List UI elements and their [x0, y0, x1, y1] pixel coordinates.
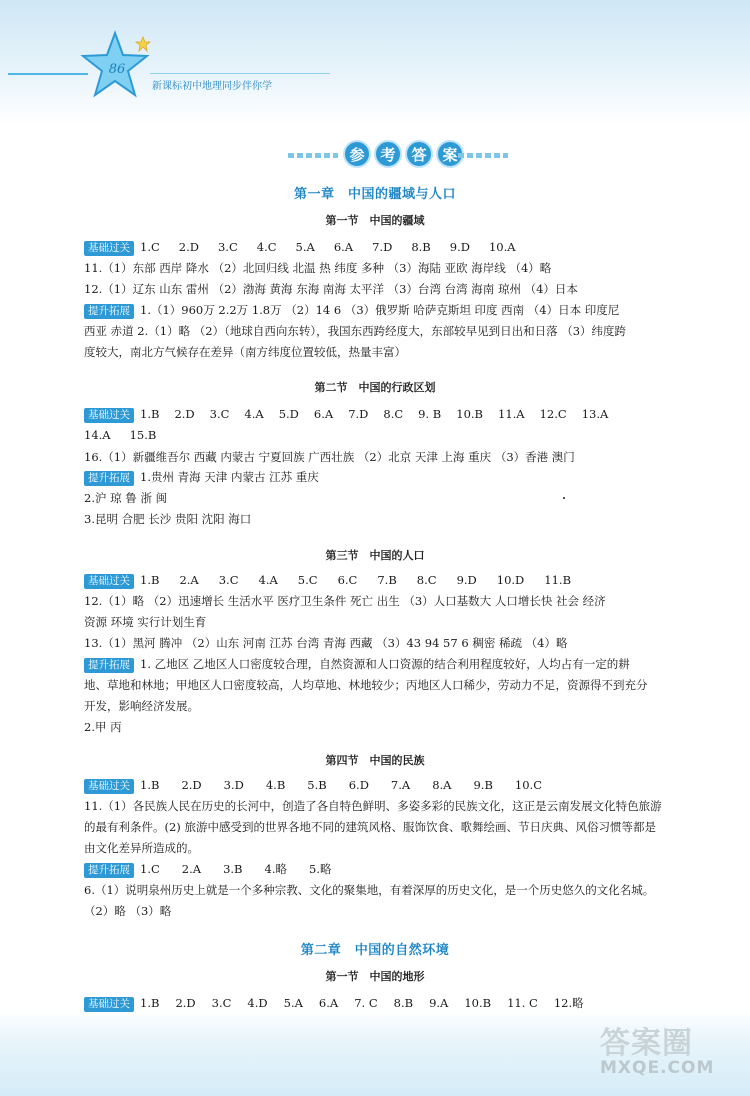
answer-line: 由文化差异所造成的。	[84, 841, 199, 855]
basic-tag: 基础过关	[84, 574, 134, 589]
answer-option: 10.B	[456, 407, 484, 421]
answer-option: 6.C	[337, 573, 358, 587]
watermark-url: MXQE.COM	[600, 1058, 715, 1078]
answer-option: 5.C	[297, 573, 318, 587]
answer-option: 6.A	[313, 407, 334, 421]
answer-option: 4.D	[247, 996, 268, 1010]
answer-option: 6.D	[348, 778, 369, 792]
answer-option: 7.D	[348, 407, 369, 421]
section-title: 第四节 中国的民族	[325, 754, 425, 767]
chapter-title: 第一章 中国的疆域与人口	[293, 187, 456, 202]
extension-tag: 提升拓展	[84, 304, 134, 319]
basic-answers-row	[84, 405, 714, 423]
answer-line: 12.（1）辽东 山东 雷州 （2）渤海 黄海 东海 南海 太平洋 （3）台湾 台湾 海南 琼州 （4）日本	[84, 282, 578, 296]
basic-answers-row	[84, 776, 714, 794]
basic-answers-row	[84, 426, 714, 444]
section-title: 第一节 中国的疆域	[325, 214, 425, 227]
basic-tag: 基础过关	[84, 779, 134, 794]
answer-option: 4.略	[264, 862, 287, 876]
answer-line: 12.（1）略 （2）迅速增长 生活水平 医疗卫生条件 死亡 出生 （3）人口基数大 人口增长快 社会 经济	[84, 594, 606, 608]
answer-option: 8.C	[383, 407, 404, 421]
answer-option: 8.C	[416, 573, 437, 587]
basic-answers-row	[84, 238, 714, 256]
answer-text: 1.贵州 青海 天津 内蒙古 江苏 重庆	[140, 470, 319, 484]
answer-option: 9. B	[418, 407, 442, 421]
answer-line: 度较大，南北方气候存在差异（南方纬度位置较低，热量丰富）	[84, 345, 406, 359]
answer-option: 5.略	[308, 862, 332, 876]
answer-option: 7.B	[377, 573, 397, 587]
extension-tag: 提升拓展	[84, 863, 134, 878]
extension-tag: 提升拓展	[84, 471, 134, 486]
answer-line: （2）略 （3）略	[84, 904, 172, 918]
answer-option: 10.C	[514, 778, 543, 792]
answer-option: 5.B	[307, 778, 327, 792]
watermark-logo	[600, 1018, 740, 1093]
extension-tag: 提升拓展	[84, 658, 134, 673]
answer-option: 14.A	[84, 428, 111, 442]
answer-line: 11.（1）东部 西岸 降水 （2）北回归线 北温 热 纬度 多种 （3）海陆 亚欧 海岸线 （4）略	[84, 261, 552, 275]
answer-option: 10.B	[464, 996, 492, 1010]
answer-option: 9.D	[449, 240, 470, 254]
answer-option: 8.B	[393, 996, 414, 1010]
answer-option: 2.D	[178, 240, 199, 254]
answer-option: 6.A	[333, 240, 354, 254]
answer-option: 7. C	[354, 996, 378, 1010]
section-title: 第一节 中国的地形	[325, 970, 425, 983]
answer-option: 7.D	[372, 240, 393, 254]
answer-option: 3.D	[223, 778, 244, 792]
answer-option: 2.D	[175, 996, 196, 1010]
answer-option: 12.略	[553, 996, 584, 1010]
answer-option: 8.A	[432, 778, 452, 792]
answer-options	[140, 994, 600, 1012]
answer-option: 11.B	[544, 573, 572, 587]
answer-option: 9.A	[429, 996, 449, 1010]
answer-option: 9.B	[473, 778, 493, 792]
answer-option: 1.B	[140, 778, 160, 792]
basic-tag: 基础过关	[84, 997, 134, 1012]
basic-tag: 基础过关	[84, 408, 134, 423]
answer-options	[84, 426, 175, 444]
answer-text: 1.（1）960万 2.2万 1.8万 （2）14 6 （3）俄罗斯 哈萨克斯坦 印度 西南 （4）日本 印度尼	[140, 303, 620, 317]
answer-line: 11.（1）各民族人民在历史的长河中，创造了各自特色鲜明、多姿多彩的民族文化，这正是云南发展文化特色旅游	[84, 799, 662, 813]
answer-option: 4.B	[265, 778, 286, 792]
section-title: 第三节 中国的人口	[325, 549, 425, 562]
answer-line: 的最有利条件。(2) 旅游中感受到的世界各地不同的建筑风格、服饰饮食、歌舞绘画、节日庆典、风俗习惯等都是	[84, 820, 656, 834]
series-title: 新课标初中地理同步伴你学	[152, 81, 272, 92]
header-rule-right	[150, 73, 330, 74]
answers-title	[288, 140, 508, 170]
answer-option: 10.D	[496, 573, 525, 587]
answer-option: 1.B	[140, 407, 160, 421]
answer-line: 6.（1）说明泉州历史上就是一个多种宗教、文化的聚集地，有着深厚的历史文化，是一个历史悠久的文化名城。	[84, 883, 655, 897]
answer-option: 12.C	[539, 407, 567, 421]
answer-line: 开发，影响经济发展。	[84, 699, 199, 713]
answer-line: 16.（1）新疆维吾尔 西藏 内蒙古 宁夏回族 广西壮族 （2）北京 天津 上海 重庆 （3）香港 澳门	[84, 450, 575, 464]
section-title: 第二节 中国的行政区划	[314, 381, 436, 394]
extension-row	[84, 301, 714, 319]
chapter-title: 第二章 中国的自然环境	[300, 943, 450, 958]
answer-options	[140, 238, 535, 256]
title-char: 答	[405, 140, 433, 168]
answer-option: 4.A	[244, 407, 264, 421]
title-char: 参	[343, 140, 371, 168]
answer-option: 8.B	[411, 240, 431, 254]
watermark-text: 答案圈	[600, 1026, 693, 1061]
answer-line: 西亚 赤道 2.（1）略 （2）（地球自西向东转），我国东西跨经度大，东部较早见到日出和日落 （3）纬度跨	[84, 324, 627, 338]
answer-option: 4.C	[256, 240, 277, 254]
answer-option: 1.B	[140, 996, 160, 1010]
title-decoration-left	[288, 153, 338, 158]
page-number: 86	[108, 62, 126, 77]
answer-options	[140, 571, 591, 589]
extension-row	[84, 655, 714, 673]
answer-option: 2.A	[181, 862, 202, 876]
answer-text: 1. 乙地区 乙地区人口密度较合理，自然资源和人口资源的结合利用程度较好，人均占有一定的耕	[140, 657, 630, 671]
answer-line: 2.甲 丙	[84, 720, 122, 734]
small-star-icon	[135, 36, 151, 52]
answer-option: 10.A	[488, 240, 516, 254]
answer-option: 2.D	[174, 407, 195, 421]
extension-row	[84, 860, 714, 878]
print-speck	[563, 497, 565, 499]
basic-answers-row	[84, 571, 714, 589]
answer-option: 3.C	[209, 407, 230, 421]
answer-option: 5.A	[283, 996, 303, 1010]
answer-option: 3.B	[223, 862, 243, 876]
answer-option: 1.C	[140, 862, 160, 876]
answer-option: 3.C	[211, 996, 232, 1010]
answer-options	[140, 776, 564, 794]
answer-option: 4.A	[258, 573, 278, 587]
answer-line: 资源 环境 实行计划生育	[84, 615, 207, 629]
answer-option: 6.A	[318, 996, 339, 1010]
answer-line: 3.昆明 合肥 长沙 贵阳 沈阳 海口	[84, 512, 252, 526]
answer-line: 13.（1）黑河 腾冲 （2）山东 河南 江苏 台湾 青海 西藏 （3）43 94 57 6 稠密 稀疏 （4）略	[84, 636, 568, 650]
answer-option: 2.A	[179, 573, 199, 587]
answer-option: 3.C	[218, 573, 239, 587]
answer-option: 11. C	[507, 996, 538, 1010]
answer-option: 5.D	[278, 407, 299, 421]
header-rule	[8, 73, 88, 75]
basic-answers-row	[84, 994, 714, 1012]
extension-row	[84, 468, 714, 486]
answer-options	[140, 860, 353, 878]
answer-line: 地、草地和林地；甲地区人口密度较高，人均草地、林地较少；丙地区人口稀少，劳动力不足，资源得不到充分	[84, 678, 648, 692]
answer-option: 1.C	[140, 240, 160, 254]
title-char: 考	[374, 140, 402, 168]
answer-option: 3.C	[217, 240, 238, 254]
answer-option: 11.A	[498, 407, 525, 421]
title-decoration-right	[458, 153, 508, 158]
answer-option: 13.A	[581, 407, 609, 421]
answer-option: 7.A	[390, 778, 411, 792]
answer-option: 9.D	[456, 573, 477, 587]
answer-option: 15.B	[129, 428, 157, 442]
title-char: 案	[436, 140, 464, 168]
answer-option: 5.A	[295, 240, 315, 254]
answer-options	[140, 405, 623, 423]
basic-tag: 基础过关	[84, 241, 134, 256]
answer-line: 2.沪 琼 鲁 浙 闽	[84, 491, 168, 505]
answer-option: 2.D	[181, 778, 202, 792]
answer-option: 1.B	[140, 573, 160, 587]
